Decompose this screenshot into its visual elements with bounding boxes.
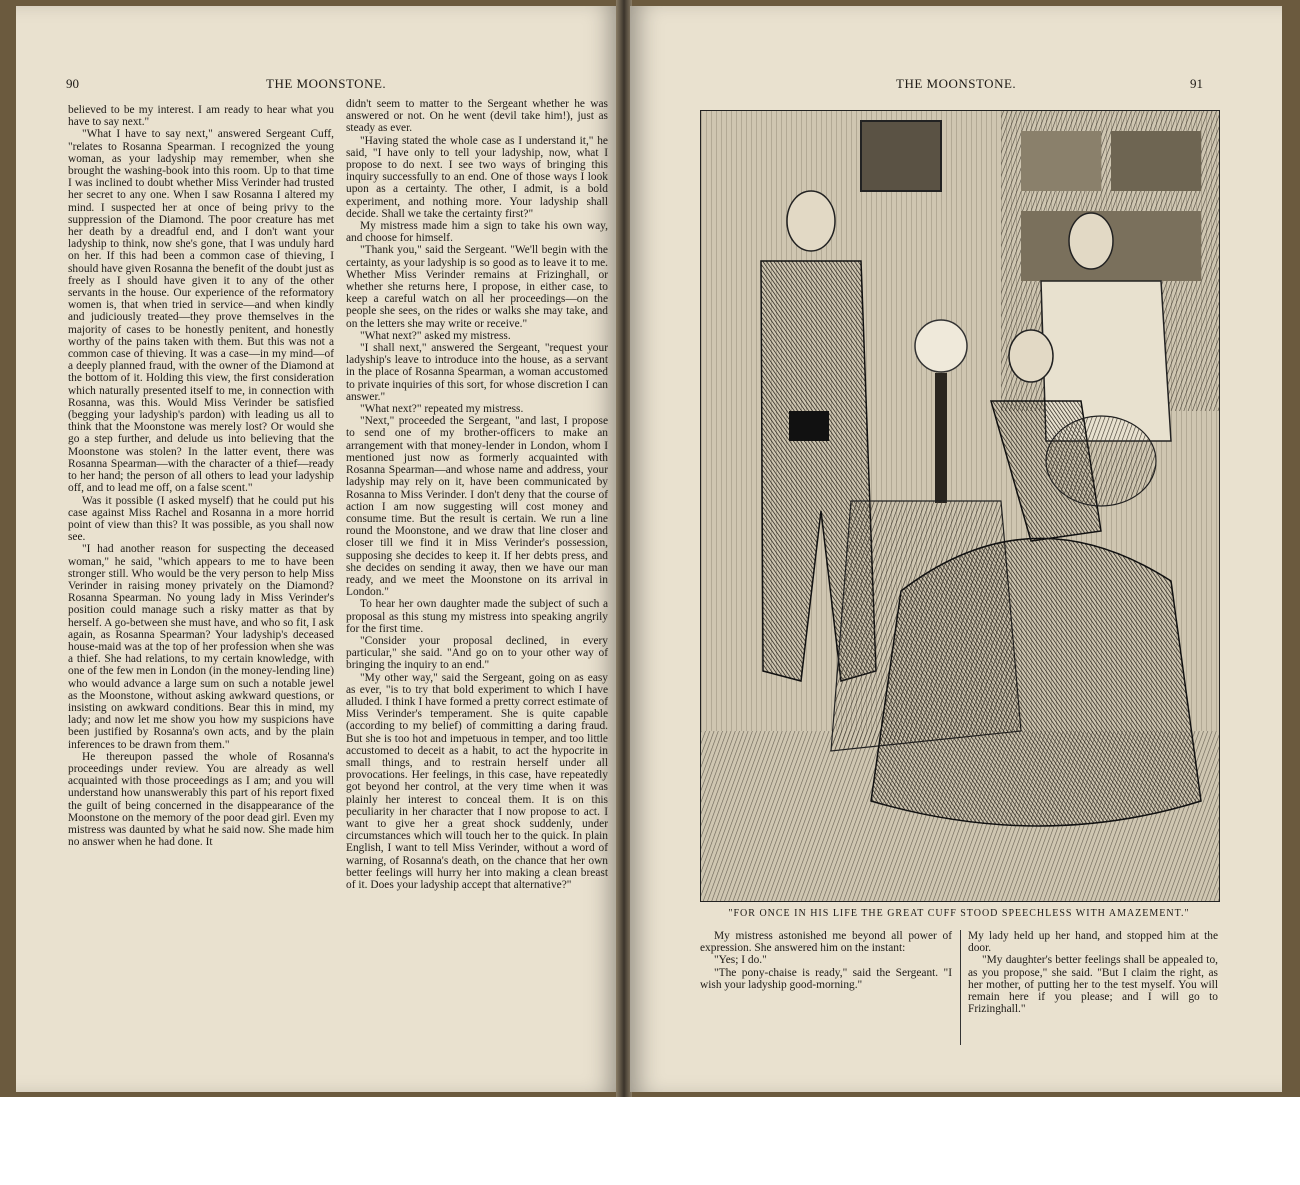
paragraph: "Consider your proposal declined, in every particular," she said. "And go on to your other way of bringing the inquiry to an end."	[346, 634, 608, 672]
right-column-1	[700, 930, 952, 991]
paragraph: didn't seem to matter to the Sergeant whether he was answered or not. On he went (devil take him!), just as steady as ever.	[346, 98, 608, 135]
paragraph: "Next," proceeded the Sergeant, "and last, I propose to send one of my brother-officers to make an arrangement with that money-lender in London, whom I mentioned just now as formerly acquainted with Rosanna Spearman—and whose name and address, your ladyship may rely on it, have been communicated by Rosanna to Miss Verinder. I don't deny that the course of action I am now suggesting will cost money and consume time. But the result is certain. We run a line round the Moonstone, and we draw that line closer and closer till we find it in Miss Verinder's possession, supposing she decides to keep it. If her debts press, and she decides on sending it away, then we have our man ready, and we meet the Moonstone on its arrival in London."	[346, 415, 608, 599]
paragraph: "Yes; I do."	[714, 954, 767, 967]
left-column-2	[346, 98, 608, 891]
left-page	[16, 6, 618, 1092]
paragraph: "Thank you," said the Sergeant. "We'll begin with the certainty, as your ladyship is so good as to leave it to me. Whether Miss Verinder remains at Frizinghall, or whether she returns here, I propose, in either case, to keep a careful watch on all her proceedings—on the people she sees, on the rides or walks she may take, and on the letters she may write or receive."	[346, 244, 608, 330]
paragraph: "I shall next," answered the Sergeant, "request your ladyship's leave to introduce into the house, as a servant in the place of Rosanna Spearman, a woman accustomed to private inquiries of this sort, for whose discretion I can answer."	[346, 342, 608, 403]
paragraph: "What next?" repeated my mistress.	[360, 403, 524, 416]
running-head-right: THE MOONSTONE.	[896, 76, 1017, 91]
bottom-white-band	[0, 1097, 1300, 1185]
page-number-right: 91	[1190, 76, 1203, 91]
paragraph: believed to be my interest. I am ready to hear what you have to say next."	[68, 104, 334, 129]
engraving-svg	[701, 111, 1219, 901]
paragraph: "I had another reason for suspecting the deceased woman," he said, "which appears to me to have been stronger still. Who would be the very person to help Miss Verinder in raising money privately on the Diamond? Rosanna Spearman. No young lady in Miss Verinder's position could manage such a risky matter as that by herself. A go-between she must have, and who so fit, I ask again, as Rosanna Spearman? Your ladyship's deceased house-maid was at the top of her profession when she was a thief. She had relations, to my certain knowledge, with one of the few men in London (in the money-lending line) who would advance a large sum on such a notable jewel as the Moonstone, without asking awkward questions, or insisting on awkward conditions. Bear this in mind, my lady; and now let me show you how my suspicions have been justified by Rosanna's own acts, and by the plain inferences to be drawn from them."	[68, 543, 334, 751]
right-page	[630, 6, 1282, 1092]
paragraph: "My other way," said the Sergeant, going on as easy as ever, "is to try that bold experiment to which I have alluded. I think I have formed a pretty correct estimate of Miss Verinder's temperament. She is quite capable (according to my belief) of committing a daring fraud. But she is too hot and impetuous in temper, and too little accustomed to deceit as a habit, to act the hypocrite in small things, and to restrain herself under all provocations. Her feelings, in this case, have repeatedly got beyond her control, at the very time when it was plainly her interest to conceal them. It is on this peculiarity in her character that I now propose to act. I want to give her a great shock suddenly, under circumstances which will touch her to the quick. In plain English, I want to tell Miss Verinder, without a word of warning, of Rosanna's death, on the chance that her own better feelings will hurry her into making a clean breast of it. Does your ladyship accept that alternative?"	[346, 671, 608, 891]
paragraph: My mistress made him a sign to take his own way, and choose for himself.	[346, 220, 608, 245]
engraving-illustration	[700, 110, 1220, 902]
paragraph: "What I have to say next," answered Sergeant Cuff, "relates to Rosanna Spearman. I recognized the young woman, as your ladyship may remember, when she brought the washing-book into this room. Up to that time I was inclined to doubt whether Miss Verinder had trusted her secret to any one. When I saw Rosanna I altered my mind. I suspected her at once of being privy to the suppression of the Diamond. The poor creature has met her death by a dreadful end, and I don't want your ladyship to think, now she's gone, that I was unduly hard on her. If this had been a common case of thieving, I should have given Rosanna the benefit of the doubt just as freely as I should have given it to any of the other servants in the house. Our experience of the reformatory women is, that when tried in service—and when kindly and judiciously treated—they prove themselves in the majority of cases to be honestly penitent, and honestly worthy of the pains taken with them. But this was not a common case of thieving. It was a case—in my mind—of a deeply planned fraud, with the owner of the Diamond at the bottom of it. Holding this view, the first consideration which naturally presented itself to me, in connection with Rosanna, was this. Would Miss Verinder be satisfied (begging your ladyship's pardon) with leading us all to think that the Moonstone was merely lost? Or would she go a step further, and delude us into believing that the Moonstone was stolen? In the latter event, there was Rosanna Spearman—with the character of a thief—ready to her hand; the person of all others to lead your ladyship off, and to lead me off, on a false scent."	[68, 128, 334, 495]
column-rule	[960, 930, 961, 1045]
paragraph: He thereupon passed the whole of Rosanna's proceedings under review. You are already as well acquainted with those proceedings as I am; and you will understand how unanswerably this part of his report fixed the guilt of being concerned in the disappearance of the Moonstone on the memory of the poor dead girl. Even my mistress was daunted by what he said now. She made him no answer when he had done. It	[68, 750, 334, 849]
paragraph: My lady held up her hand, and stopped him at the door.	[968, 930, 1218, 955]
paragraph: To hear her own daughter made the subject of such a proposal as this stung my mistress into speaking angrily for the first time.	[346, 598, 608, 635]
paragraph: Was it possible (I asked myself) that he could put his case against Miss Rachel and Rosanna in a more horrid point of view than this? It was possible, as you shall now see.	[68, 494, 334, 544]
paragraph: My mistress astonished me beyond all power of expression. She answered him on the instant:	[700, 930, 952, 955]
illustration-caption: "FOR ONCE IN HIS LIFE THE GREAT CUFF STOOD SPEECHLESS WITH AMAZEMENT."	[728, 908, 1190, 919]
paragraph: "What next?" asked my mistress.	[360, 329, 511, 342]
page-number-left: 90	[66, 76, 79, 91]
right-column-2	[968, 930, 1218, 1015]
left-column-1	[68, 104, 334, 848]
running-head-left: THE MOONSTONE.	[266, 76, 387, 91]
paragraph: "My daughter's better feelings shall be appealed to, as you propose," she said. "But I claim the right, as her mother, of putting her to the test myself. You will remain here if you please; and I will go to Frizinghall."	[968, 954, 1218, 1016]
paragraph: "Having stated the whole case as I understand it," he said, "I have only to tell your ladyship, now, what I propose to do next. I see two ways of bringing this inquiry successfully to an end. One of those ways I look upon as a certainty. The other, I admit, is a bold experiment, and nothing more. Your ladyship shall decide. Shall we take the certainty first?"	[346, 134, 608, 220]
paragraph: "The pony-chaise is ready," said the Sergeant. "I wish your ladyship good-morning."	[700, 966, 952, 991]
